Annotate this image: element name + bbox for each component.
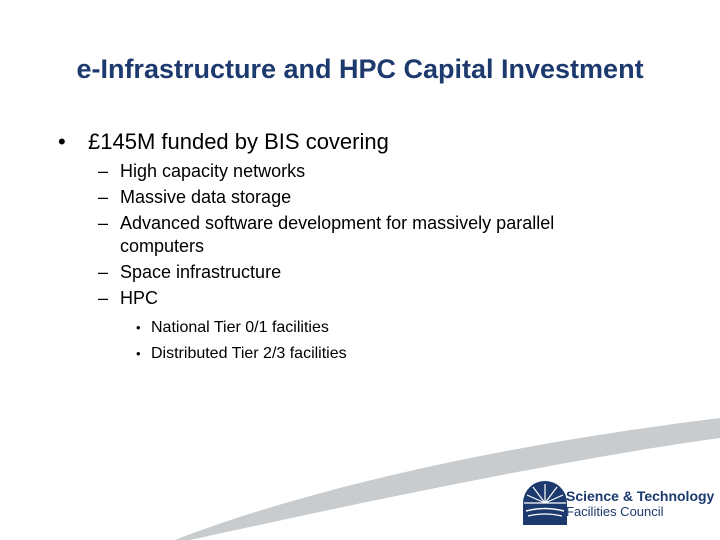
sub-item (58, 186, 678, 209)
dash-marker: – (98, 213, 109, 233)
sub-item (58, 261, 678, 284)
bullet-marker: • (58, 129, 66, 154)
bullet-marker: • (136, 320, 141, 335)
sub-sub-item-text: Distributed Tier 2/3 facilities (151, 345, 347, 362)
dash-marker: – (98, 262, 109, 282)
sub-item (58, 287, 678, 310)
sub-item-text: HPC (120, 288, 159, 308)
bullet-item (58, 128, 678, 156)
sub-item (58, 212, 590, 258)
bullet-text: £145M funded by BIS covering (88, 129, 389, 154)
slide-title: e-Infrastructure and HPC Capital Investment (76, 54, 644, 84)
dash-marker: – (98, 288, 109, 308)
sub-sub-item (58, 344, 678, 364)
sub-item (58, 160, 678, 183)
sub-item-text: Massive data storage (120, 187, 292, 207)
logo-line1: Science & Technology (566, 488, 715, 504)
sub-sub-item (58, 318, 678, 338)
logo-line2: Facilities Council (566, 504, 664, 519)
sub-sub-item-text: National Tier 0/1 facilities (151, 319, 329, 336)
logo-wordmark (566, 488, 714, 520)
bullet-marker: • (136, 346, 141, 361)
bullet-list (58, 128, 678, 370)
sub-item-text: High capacity networks (120, 161, 306, 181)
dash-marker: – (98, 187, 109, 207)
dash-marker: – (98, 161, 109, 181)
sub-item-text: Advanced software development for massively parallel computers (120, 213, 555, 256)
sub-item-text: Space infrastructure (120, 262, 282, 282)
